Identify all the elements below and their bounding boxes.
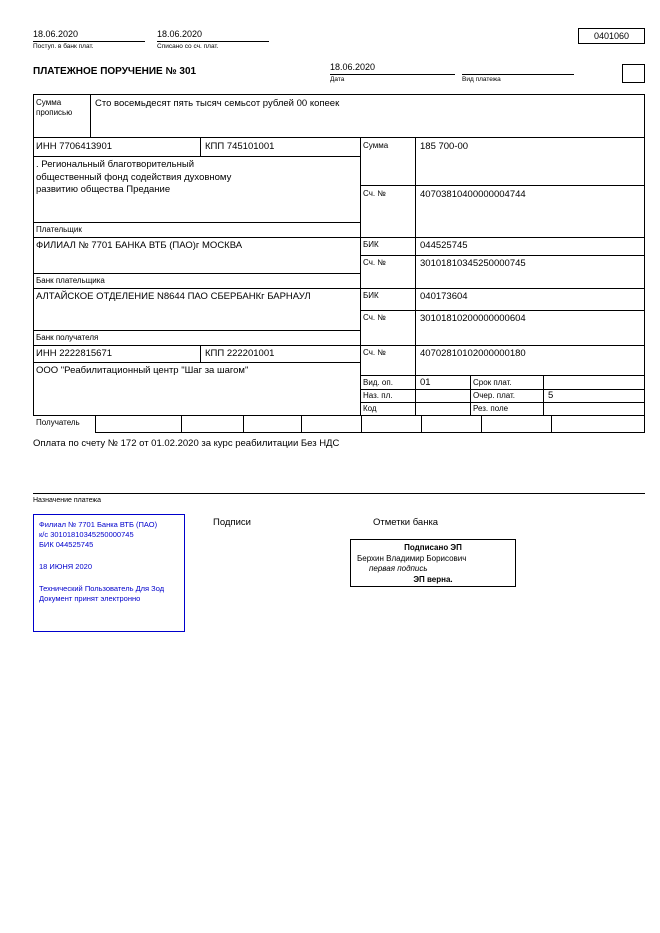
amount-label: Сумма <box>363 141 389 150</box>
bank-stamp-line: Технический Пользователь Для Зод <box>39 584 165 593</box>
grid-line <box>33 222 360 223</box>
payment-purpose-text: Оплата по счету № 172 от 01.02.2020 за курс реабилитации Без НДС <box>33 438 340 449</box>
date-debited-field <box>157 29 269 51</box>
naz-pl-label: Наз. пл. <box>363 391 393 400</box>
document-date-value: 18.06.2020 <box>330 62 455 75</box>
payee-kpp: КПП 222201001 <box>205 348 275 359</box>
payer-bank-bik-label: БИК <box>363 240 379 249</box>
payee-account-label: Сч. № <box>363 348 386 357</box>
date-debited-label: Списано со сч. плат. <box>157 43 219 50</box>
bank-stamp <box>33 514 185 632</box>
bank-marks-label: Отметки банка <box>373 517 439 528</box>
vid-op-label: Вид. оп. <box>363 378 393 387</box>
grid-line <box>33 330 360 331</box>
grid-line <box>33 237 645 238</box>
cell-divider <box>301 416 302 432</box>
payer-section-label: Плательщик <box>36 225 82 234</box>
grid-line <box>360 375 645 376</box>
ocher-plat-value: 5 <box>548 390 554 401</box>
cell-divider <box>551 416 552 432</box>
payee-bank-section-label: Банк получателя <box>36 333 99 342</box>
payee-inn: ИНН 2222815671 <box>36 348 113 359</box>
bank-stamp-line: БИК 044525745 <box>39 540 94 549</box>
ep-stamp-title: Подписано ЭП <box>404 543 462 552</box>
payee-bank-account-value: 30101810200000000604 <box>420 313 526 324</box>
grid-line <box>33 345 645 346</box>
grid-line <box>33 94 645 95</box>
grid-line <box>360 402 645 403</box>
electronic-signature-stamp <box>350 539 516 587</box>
payee-section-label: Получатель <box>36 418 80 427</box>
payer-bank-name: ФИЛИАЛ № 7701 БАНКА ВТБ (ПАО)г МОСКВА <box>36 240 243 251</box>
grid-line <box>33 137 645 138</box>
cell-divider <box>421 416 422 432</box>
grid-line <box>33 493 645 494</box>
payee-account-value: 40702810102000000180 <box>420 348 526 359</box>
status-box <box>622 64 645 83</box>
bank-stamp-line: Филиал № 7701 Банка ВТБ (ПАО) <box>39 520 158 529</box>
kod-label: Код <box>363 404 377 413</box>
payer-account-label: Сч. № <box>363 189 386 198</box>
date-received-value: 18.06.2020 <box>33 29 145 42</box>
payer-bank-account-label: Сч. № <box>363 258 386 267</box>
requisite-cells-strip <box>95 415 645 433</box>
bank-stamp-line: 18 ИЮНЯ 2020 <box>39 562 92 571</box>
amount-value: 185 700-00 <box>420 141 469 152</box>
payment-type-field <box>462 62 574 84</box>
grid-line <box>644 94 645 415</box>
document-date-field <box>330 62 455 84</box>
vid-op-value: 01 <box>420 377 431 388</box>
grid-line <box>360 137 361 415</box>
cell-divider <box>361 416 362 432</box>
rez-pole-label: Рез. поле <box>473 404 509 413</box>
payee-name: ООО "Реабилитационный центр "Шаг за шагом" <box>36 365 249 376</box>
payee-bank-name: АЛТАЙСКОЕ ОТДЕЛЕНИЕ N8644 ПАО СБЕРБАНКг БАРНАУЛ <box>36 291 311 302</box>
ep-stamp-subtitle: первая подпись <box>369 564 428 573</box>
payee-bank-bik-label: БИК <box>363 291 379 300</box>
ocher-plat-label: Очер. плат. <box>473 391 516 400</box>
payer-account-value: 40703810400000004744 <box>420 189 526 200</box>
bank-stamp-line: к/с 30101810345250000745 <box>39 530 134 539</box>
grid-line <box>33 362 360 363</box>
ep-stamp-status: ЭП верна. <box>413 574 453 584</box>
cell-divider <box>181 416 182 432</box>
payer-bank-account-value: 30101810345250000745 <box>420 258 526 269</box>
grid-line <box>360 185 645 186</box>
signatures-label: Подписи <box>213 517 251 528</box>
grid-line <box>360 255 645 256</box>
grid-line <box>33 288 645 289</box>
date-received-label: Поступ. в банк плат. <box>33 43 94 50</box>
ep-stamp-name: Берхин Владимир Борисович <box>357 553 467 563</box>
payee-bank-bik-value: 040173604 <box>420 291 468 302</box>
form-code-box: 0401060 <box>578 28 645 44</box>
grid-line <box>360 310 645 311</box>
cell-divider <box>481 416 482 432</box>
payer-inn: ИНН 7706413901 <box>36 141 113 152</box>
grid-line <box>470 375 471 415</box>
date-received-field <box>33 29 145 51</box>
purpose-section-label: Назначение платежа <box>33 497 101 504</box>
payer-bank-section-label: Банк плательщика <box>36 276 105 285</box>
grid-line <box>33 156 360 157</box>
grid-line <box>200 137 201 156</box>
payment-type-value <box>462 62 574 75</box>
grid-line <box>200 345 201 362</box>
document-date-label: Дата <box>330 76 345 83</box>
payee-bank-account-label: Сч. № <box>363 313 386 322</box>
cell-divider <box>243 416 244 432</box>
amount-words-value: Сто восемьдесят пять тысяч семьсот рублей 00 копеек <box>95 98 340 109</box>
grid-line <box>90 94 91 137</box>
payment-type-label: Вид платежа <box>462 76 501 83</box>
payer-name: . Региональный благотворительный общественный фонд содействия духовному развитию общества Предание <box>36 159 232 195</box>
document-title: ПЛАТЕЖНОЕ ПОРУЧЕНИЕ № 301 <box>33 66 197 77</box>
bank-stamp-line: Документ принят электронно <box>39 594 141 603</box>
grid-line <box>360 389 645 390</box>
payer-kpp: КПП 745101001 <box>205 141 275 152</box>
grid-line <box>543 375 544 415</box>
amount-words-label: Сумма прописью <box>36 98 73 117</box>
grid-line <box>415 137 416 415</box>
grid-line <box>33 273 360 274</box>
date-debited-value: 18.06.2020 <box>157 29 269 42</box>
grid-line <box>33 94 34 415</box>
srok-plat-label: Срок плат. <box>473 378 512 387</box>
payer-bank-bik-value: 044525745 <box>420 240 468 251</box>
